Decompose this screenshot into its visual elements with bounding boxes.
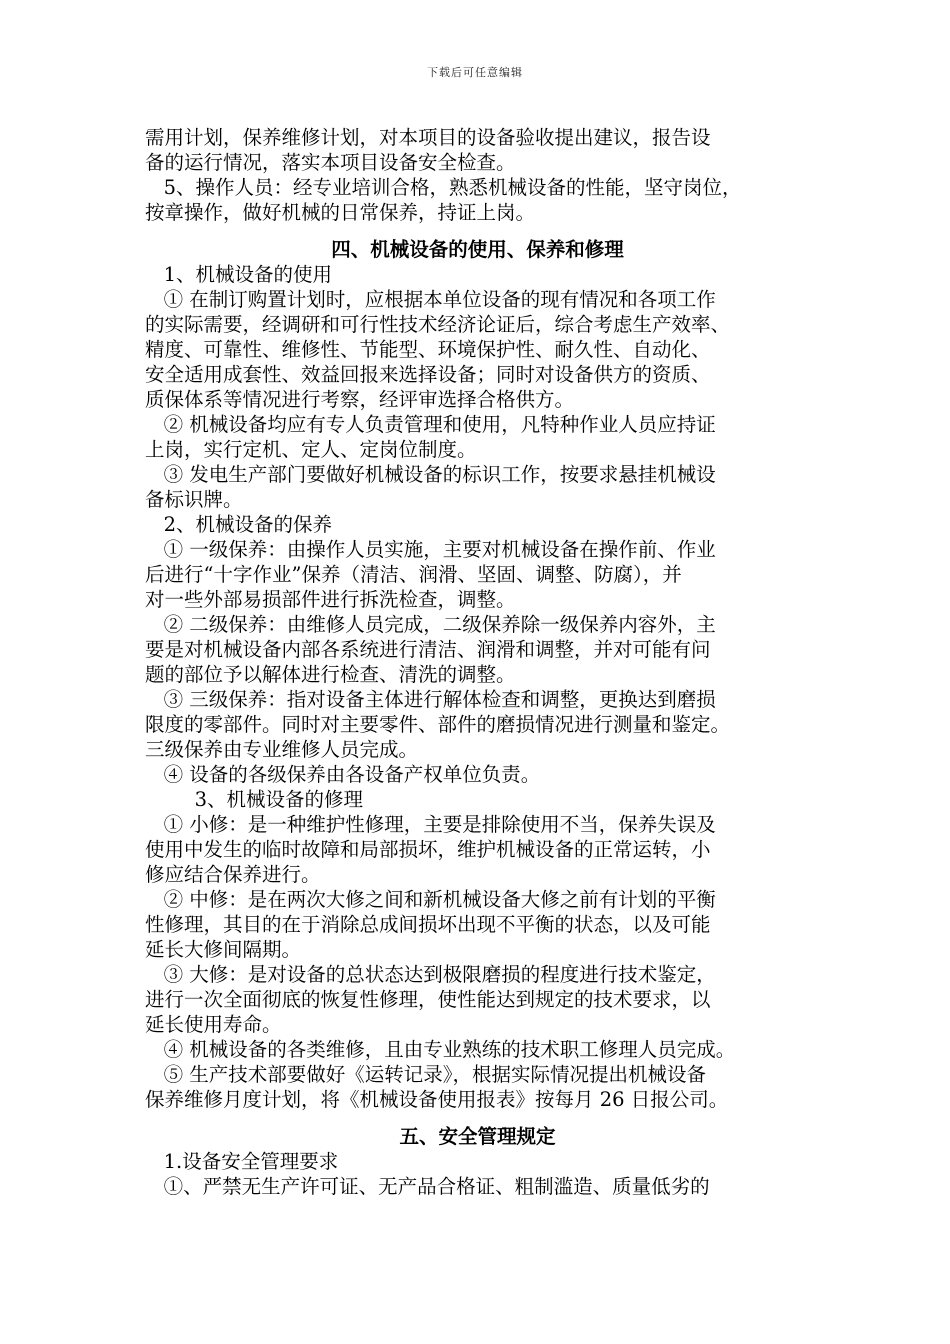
text-line: 修应结合保养进行。 <box>145 863 321 886</box>
text-line: ① 一级保养：由操作人员实施，主要对机械设备在操作前、作业 <box>145 538 716 561</box>
text-line: ④ 设备的各级保养由各设备产权单位负责。 <box>145 763 541 786</box>
text-line: ② 中修：是在两次大修之间和新机械设备大修之前有计划的平衡 <box>145 888 716 911</box>
text-line: 按章操作，做好机械的日常保养，持证上岗。 <box>145 201 536 224</box>
text-line: 三级保养由专业维修人员完成。 <box>145 738 419 761</box>
text-line: ⑤ 生产技术部要做好《运转记录》，根据实际情况提出机械设备 <box>145 1063 707 1086</box>
text-line: ③ 大修：是对设备的总状态达到极限磨损的程度进行技术鉴定， <box>145 963 716 986</box>
text-line: 5、操作人员：经专业培训合格，熟悉机械设备的性能，坚守岗位， <box>145 176 742 199</box>
text-line: 保养维修月度计划，将《机械设备使用报表》按每月 26 日报公司。 <box>145 1088 729 1111</box>
text-line: 延长使用寿命。 <box>145 1013 282 1036</box>
text-line: 精度、可靠性、维修性、节能型、环境保护性、耐久性、自动化、 <box>145 338 711 361</box>
text-line: 1、机械设备的使用 <box>145 263 333 286</box>
text-line: ③ 三级保养：指对设备主体进行解体检查和调整，更换达到磨损 <box>145 688 716 711</box>
text-line: 使用中发生的临时故障和局部损坏，维护机械设备的正常运转，小 <box>145 838 711 861</box>
text-line: ① 小修：是一种维护性修理，主要是排除使用不当，保养失误及 <box>145 813 716 836</box>
text-line: 2、机械设备的保养 <box>145 513 333 536</box>
text-line: 题的部位予以解体进行检查、清洗的调整。 <box>145 663 516 686</box>
text-line: 安全适用成套性、效益回报来选择设备；同时对设备供方的资质、 <box>145 363 711 386</box>
text-line: 备标识牌。 <box>145 488 243 511</box>
text-line: 延长大修间隔期。 <box>145 938 302 961</box>
text-line: ④ 机械设备的各类维修，且由专业熟练的技术职工修理人员完成。 <box>145 1038 736 1061</box>
text-line: 需用计划，保养维修计划，对本项目的设备验收提出建议，报告设 <box>145 126 711 149</box>
text-line: 进行一次全面彻底的恢复性修理，使性能达到规定的技术要求，以 <box>145 988 711 1011</box>
document-body <box>145 125 810 1199</box>
text-line: 备的运行情况，落实本项目设备安全检查。 <box>145 151 516 174</box>
section-heading: 四、机械设备的使用、保养和修理 <box>331 238 624 261</box>
section-gap <box>145 1112 810 1124</box>
text-line: 后进行“十字作业”保养（清洁、润滑、坚固、调整、防腐），并 <box>145 563 682 586</box>
text-line: 1.设备安全管理要求 <box>145 1150 339 1173</box>
text-line: ② 机械设备均应有专人负责管理和使用，凡特种作业人员应持证 <box>145 413 716 436</box>
text-line: ③ 发电生产部门要做好机械设备的标识工作，按要求悬挂机械设 <box>145 463 716 486</box>
text-line: 要是对机械设备内部各系统进行清洁、润滑和调整，并对可能有问 <box>145 638 711 661</box>
text-line: ①、严禁无生产许可证、无产品合格证、粗制滥造、质量低劣的 <box>145 1175 710 1198</box>
section-gap <box>145 225 810 237</box>
text-line: 3、机械设备的修理 <box>145 788 363 811</box>
text-line: 性修理，其目的在于消除总成间损坏出现不平衡的状态，以及可能 <box>145 913 711 936</box>
text-line: ① 在制订购置计划时，应根据本单位设备的现有情况和各项工作 <box>145 288 716 311</box>
text-line: 的实际需要，经调研和可行性技术经济论证后，综合考虑生产效率、 <box>145 313 731 336</box>
page-header: 下载后可任意编辑 <box>427 66 523 79</box>
text-line: 上岗，实行定机、定人、定岗位制度。 <box>145 438 477 461</box>
text-line: 限度的零部件。同时对主要零件、部件的磨损情况进行测量和鉴定。 <box>145 713 731 736</box>
section-heading: 五、安全管理规定 <box>399 1125 556 1148</box>
text-line: 对一些外部易损部件进行拆洗检查，调整。 <box>145 588 516 611</box>
text-line: ② 二级保养：由维修人员完成，二级保养除一级保养内容外，主 <box>145 613 716 636</box>
text-line: 质保体系等情况进行考察，经评审选择合格供方。 <box>145 388 575 411</box>
